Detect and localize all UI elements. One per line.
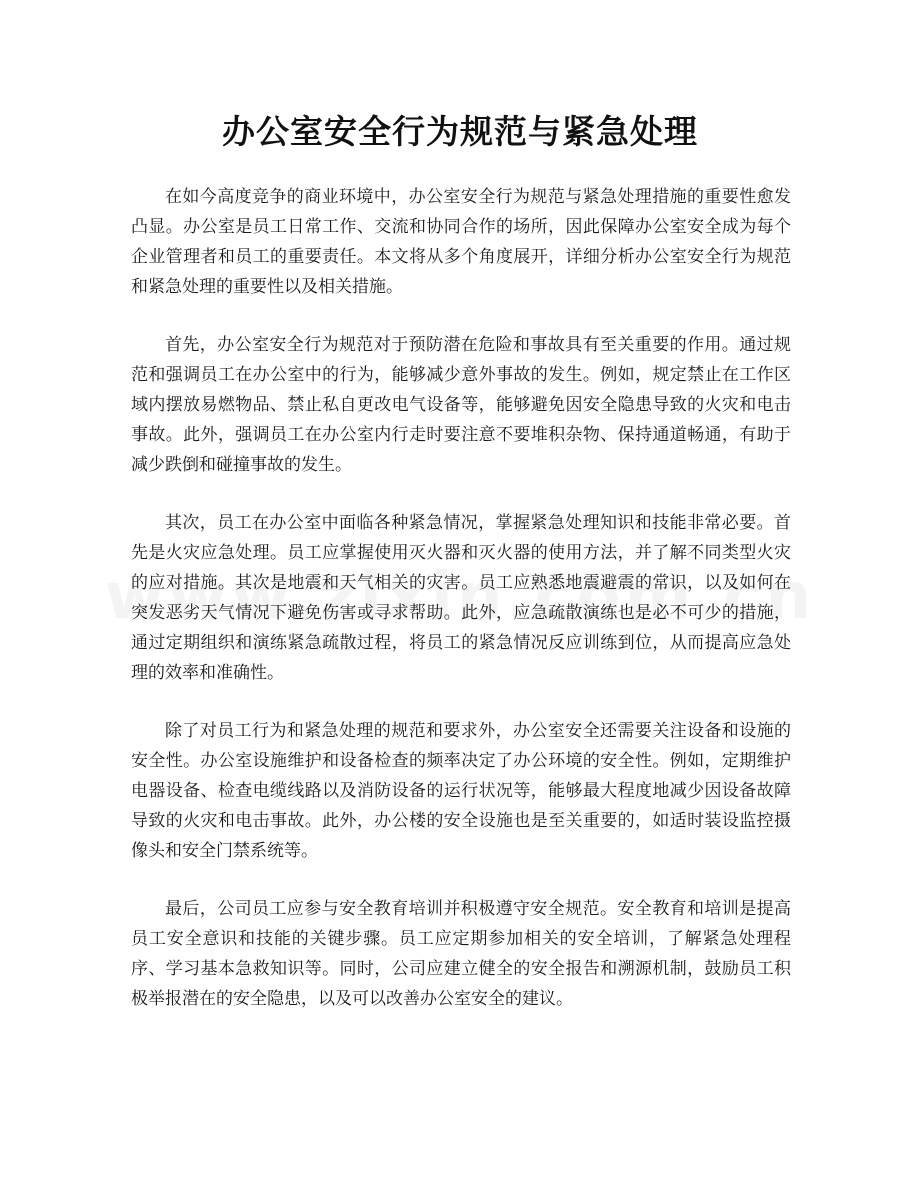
paragraph-equipment-safety: 除了对员工行为和紧急处理的规范和要求外，办公室安全还需要关注设备和设施的安全性。办公室设施维护和设备检查的频率决定了办公环境的安全性。例如，定期维护电器设备、检查电缆线路以及消防设备的运行状况等，能够最大程度地减少因设备故障导致的火灾和电击事故。此外，办公楼的安全设施也是至关重要的，如适时装设监控摄像头和安全门禁系统等。 [131, 721, 791, 861]
paragraph-training: 最后，公司员工应参与安全教育培训并积极遵守安全规范。安全教育和培训是提高员工安全意识和技能的关键步骤。员工应定期参加相关的安全培训，了解紧急处理程序、学习基本急救知识等。同时，公司应建立健全的安全报告和溯源机制，鼓励员工积极举报潜在的安全隐患，以及可以改善办公室安全的建议。 [131, 899, 791, 1009]
paragraph-behavior-norms: 首先，办公室安全行为规范对于预防潜在危险和事故具有至关重要的作用。通过规范和强调员工在办公室中的行为，能够减少意外事故的发生。例如，规定禁止在工作区域内摆放易燃物品、禁止私自更改电气设备等，能够避免因安全隐患导致的火灾和电击事故。此外，强调员工在办公室内行走时要注意不要堆积杂物、保持通道畅通，有助于减少跌倒和碰撞事故的发生。 [131, 335, 791, 475]
paragraph-intro: 在如今高度竞争的商业环境中，办公室安全行为规范与紧急处理措施的重要性愈发凸显。办公室是员工日常工作、交流和协同合作的场所，因此保障办公室安全成为每个企业管理者和员工的重要责任。本文将从多个角度展开，详细分析办公室安全行为规范和紧急处理的重要性以及相关措施。 [131, 187, 791, 297]
document-title: 办公室安全行为规范与紧急处理 [222, 112, 698, 151]
document-body [131, 182, 791, 1042]
paragraph-emergency-handling: 其次，员工在办公室中面临各种紧急情况，掌握紧急处理知识和技能非常必要。首先是火灾应急处理。员工应掌握使用灭火器和灭火器的使用方法，并了解不同类型火灾的应对措施。其次是地震和天气相关的灾害。员工应熟悉地震避震的常识，以及如何在突发恶劣天气情况下避免伤害或寻求帮助。此外，应急疏散演练也是必不可少的措施，通过定期组织和演练紧急疏散过程，将员工的紧急情况反应训练到位，从而提高应急处理的效率和准确性。 [131, 513, 791, 683]
